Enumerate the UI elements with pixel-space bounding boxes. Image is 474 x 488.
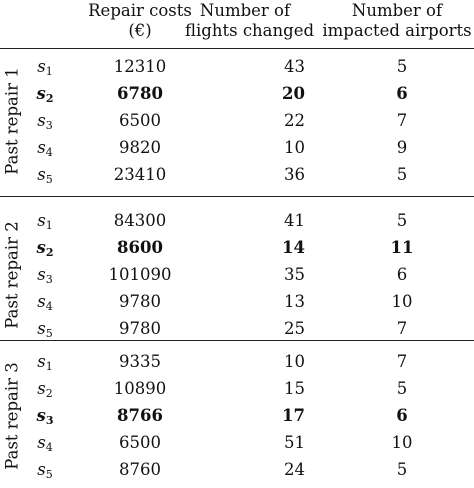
solution-label [32,315,58,347]
solution-symbol: s [37,352,46,371]
solution-index: 4 [45,300,53,313]
flights-changed-cell: 36 [284,165,305,184]
solution-symbol: s [37,265,46,284]
table-row [0,234,474,261]
solution-symbol: s [37,292,46,311]
flights-changed-cell: 10 [284,138,305,157]
solution-symbol: s [37,138,46,157]
flights-changed-cell: 10 [284,352,305,371]
solution-index: 5 [45,327,53,340]
solution-symbol: s [36,238,46,257]
solution-index: 5 [45,468,53,481]
repair-cost-cell: 84300 [113,211,167,230]
solution-index: 3 [45,414,54,427]
flights-changed-cell: 24 [284,460,305,479]
table-row [0,315,474,342]
solution-symbol: s [37,111,46,130]
solution-index: 4 [45,441,53,454]
repair-cost-cell: 9780 [119,319,161,338]
solution-index: 2 [45,387,53,400]
impacted-airports-cell: 10 [391,433,413,452]
flights-changed-cell: 14 [282,238,305,257]
solution-index: 3 [45,273,53,286]
table-row [0,429,474,456]
solution-symbol: s [37,460,46,479]
table-row [0,207,474,234]
flights-changed-cell: 15 [284,379,305,398]
repair-cost-cell: 9335 [119,352,161,371]
repair-cost-cell: 8760 [119,460,161,479]
group-label-text: Past repair 2 [2,220,22,329]
flights-changed-cell: 51 [284,433,305,452]
impacted-airports-cell: 5 [396,211,408,230]
table-row [0,456,474,483]
flights-changed-cell: 13 [284,292,305,311]
group-label-text: Past repair 1 [2,66,22,175]
impacted-airports-cell: 5 [396,57,408,76]
solution-symbol: s [36,406,46,425]
group-separator [0,340,474,341]
impacted-airports-cell: 6 [396,265,408,284]
impacted-airports-cell: 11 [390,238,414,257]
table-group [0,348,474,483]
impacted-airports-cell: 10 [391,292,413,311]
flights-changed-cell: 25 [284,319,305,338]
header-rule [0,48,474,49]
impacted-airports-cell: 5 [396,165,408,184]
table-row [0,375,474,402]
table-row [0,288,474,315]
table-row [0,80,474,107]
impacted-airports-cell: 5 [396,379,408,398]
header-airports-line2: impacted airports [322,21,472,40]
solution-index: 2 [45,246,54,259]
repair-cost-cell: 23410 [113,165,167,184]
flights-changed-cell: 43 [284,57,305,76]
impacted-airports-cell: 7 [396,319,408,338]
repair-cost-cell: 6780 [117,84,163,103]
flights-changed-cell: 20 [282,84,305,103]
header-flights-changed [185,1,315,41]
solution-label [32,161,58,193]
header-repair-costs-line2: (€) [128,21,152,40]
solution-symbol: s [37,319,46,338]
solution-index: 1 [45,360,53,373]
repair-cost-cell: 8600 [117,238,163,257]
solution-symbol: s [37,379,46,398]
impacted-airports-cell: 6 [396,406,408,425]
table-row [0,107,474,134]
solution-symbol: s [37,57,46,76]
table-row [0,53,474,80]
impacted-airports-cell: 5 [396,460,408,479]
repair-cost-cell: 9780 [119,292,161,311]
header-airports-line1: Number of [351,1,443,20]
repair-cost-cell: 101090 [108,265,172,284]
solution-index: 1 [45,219,53,232]
solution-index: 1 [45,65,53,78]
solution-symbol: s [36,84,46,103]
flights-changed-cell: 22 [284,111,305,130]
table-group [0,53,474,188]
repair-cost-cell: 9820 [119,138,161,157]
flights-changed-cell: 35 [284,265,305,284]
solution-label [32,456,58,488]
table-row [0,134,474,161]
table-group [0,207,474,342]
repair-cost-cell: 12310 [113,57,167,76]
table-row [0,261,474,288]
header-impacted-airports [320,1,474,41]
solution-index: 2 [45,92,54,105]
repair-cost-cell: 6500 [119,111,161,130]
table-row [0,402,474,429]
solution-symbol: s [37,165,46,184]
solution-index: 4 [45,146,53,159]
solution-index: 5 [45,173,53,186]
group-separator [0,196,474,197]
flights-changed-cell: 17 [282,406,305,425]
impacted-airports-cell: 6 [396,84,408,103]
group-label-text: Past repair 3 [2,361,22,470]
impacted-airports-cell: 9 [396,138,408,157]
repair-cost-cell: 6500 [119,433,161,452]
solution-symbol: s [37,433,46,452]
repair-cost-cell: 10890 [113,379,167,398]
solution-index: 3 [45,119,53,132]
header-flights-line2: flights changed [185,21,315,40]
flights-changed-cell: 41 [284,211,305,230]
impacted-airports-cell: 7 [396,111,408,130]
table-row [0,348,474,375]
impacted-airports-cell: 7 [396,352,408,371]
solution-symbol: s [37,211,46,230]
header-repair-costs-line1: Repair costs [88,1,192,20]
table-row [0,161,474,188]
header-flights-line1: Number of [199,1,291,20]
repair-cost-cell: 8766 [117,406,163,425]
